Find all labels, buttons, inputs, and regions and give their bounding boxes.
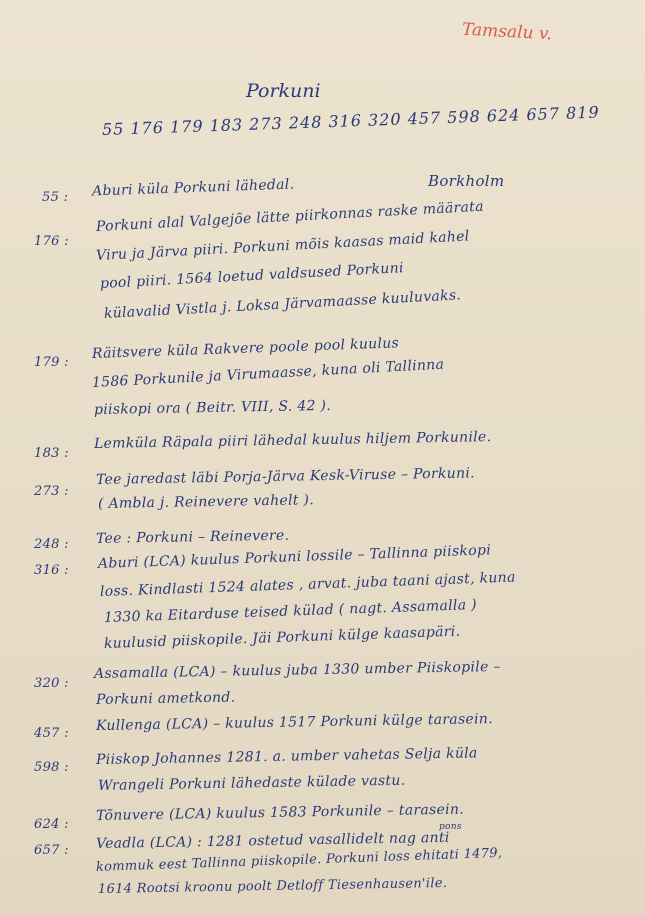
entry-line: Tõnuvere (LCA) kuulus 1583 Porkunile – tarasein. xyxy=(95,801,465,824)
entry-line: Tee jaredast läbi Porja-Järva Kesk-Viruse – Porkuni. xyxy=(95,465,476,488)
entry-line: Tee : Porkuni – Reinevere. xyxy=(95,527,290,547)
entry-line: Borkholm xyxy=(428,172,505,190)
entry-line: Aburi küla Porkuni lähedal. xyxy=(91,176,295,200)
entry-line: Räitsvere küla Rakvere poole pool kuulus xyxy=(91,335,400,362)
entry-line: Assamalla (LCA) – kuulus juba 1330 umber Piiskopile – xyxy=(93,658,501,682)
entry-line: Viru ja Järva piiri. Porkuni mõis kaasas maid kahel xyxy=(95,228,470,264)
entry-label: 316 : xyxy=(34,563,69,578)
entry-line: Porkuni alal Valgejõe lätte piirkonnas raske määrata xyxy=(95,198,485,235)
entry-label: 657 : xyxy=(34,843,69,858)
entry-label: 457 : xyxy=(34,726,69,741)
entry-line: kuulusid piiskopile. Jäi Porkuni külge kaasapäri. xyxy=(103,623,461,652)
entry-line: Piiskop Johannes 1281. a. umber vahetas Selja küla xyxy=(95,745,478,768)
entry-label: 320 : xyxy=(34,676,69,691)
entry-label: 273 : xyxy=(34,484,69,499)
entry-line: 1330 ka Eitarduse teised külad ( nagt. Assamalla ) xyxy=(103,596,478,626)
entry-line: kommuk eest Tallinna piiskopile. Porkuni loss ehitati 1479, xyxy=(95,845,503,875)
entry-line: Lemküla Räpala piiri lähedal kuulus hiljem Porkunile. xyxy=(93,429,492,452)
entry-line: Aburi (LCA) kuulus Porkuni lossile – Tallinna piiskopi xyxy=(97,542,492,572)
entry-line: pool piiri. 1564 loetud valdsused Porkuni xyxy=(99,260,405,292)
entry-label: 624 : xyxy=(34,817,69,832)
superscript-note: pons xyxy=(439,822,462,832)
reference-numbers: 55 176 179 183 273 248 316 320 457 598 624 657 819 xyxy=(101,102,600,139)
entry-line: külavalid Vistla j. Loksa Järvamaasse kuuluvaks. xyxy=(103,287,462,322)
entry-line: Kullenga (LCA) – kuulus 1517 Porkuni külge tarasein. xyxy=(95,711,494,734)
entry-line: Veadla (LCA) : 1281 ostetud vasallidelt nag anti xyxy=(95,829,450,852)
archive-stamp: Tamsalu v. xyxy=(461,19,553,45)
entry-line: piiskopi ora ( Beitr. VIII, S. 42 ). xyxy=(93,397,332,418)
entry-line: Wrangeli Porkuni lähedaste külade vastu. xyxy=(97,772,406,794)
entry-line: loss. Kindlasti 1524 alates , arvat. juba taani ajast, kuna xyxy=(99,569,516,600)
entry-label: 598 : xyxy=(34,760,69,775)
entry-line: 1614 Rootsi kroonu poolt Detloff Tiesenhausen'ile. xyxy=(97,875,448,897)
entry-label: 183 : xyxy=(34,446,69,461)
entry-line: 1586 Porkunile ja Virumaasse, kuna oli Tallinna xyxy=(91,356,445,391)
entry-label: 179 : xyxy=(34,355,69,370)
entry-line: Porkuni ametkond. xyxy=(95,689,236,708)
entry-line: ( Ambla j. Reinevere vahelt ). xyxy=(97,492,315,512)
entry-label: 248 : xyxy=(34,537,69,552)
page-title: Porkuni xyxy=(246,80,321,102)
entry-label: 176 : xyxy=(34,234,69,249)
entry-label: 55 : xyxy=(42,190,69,205)
